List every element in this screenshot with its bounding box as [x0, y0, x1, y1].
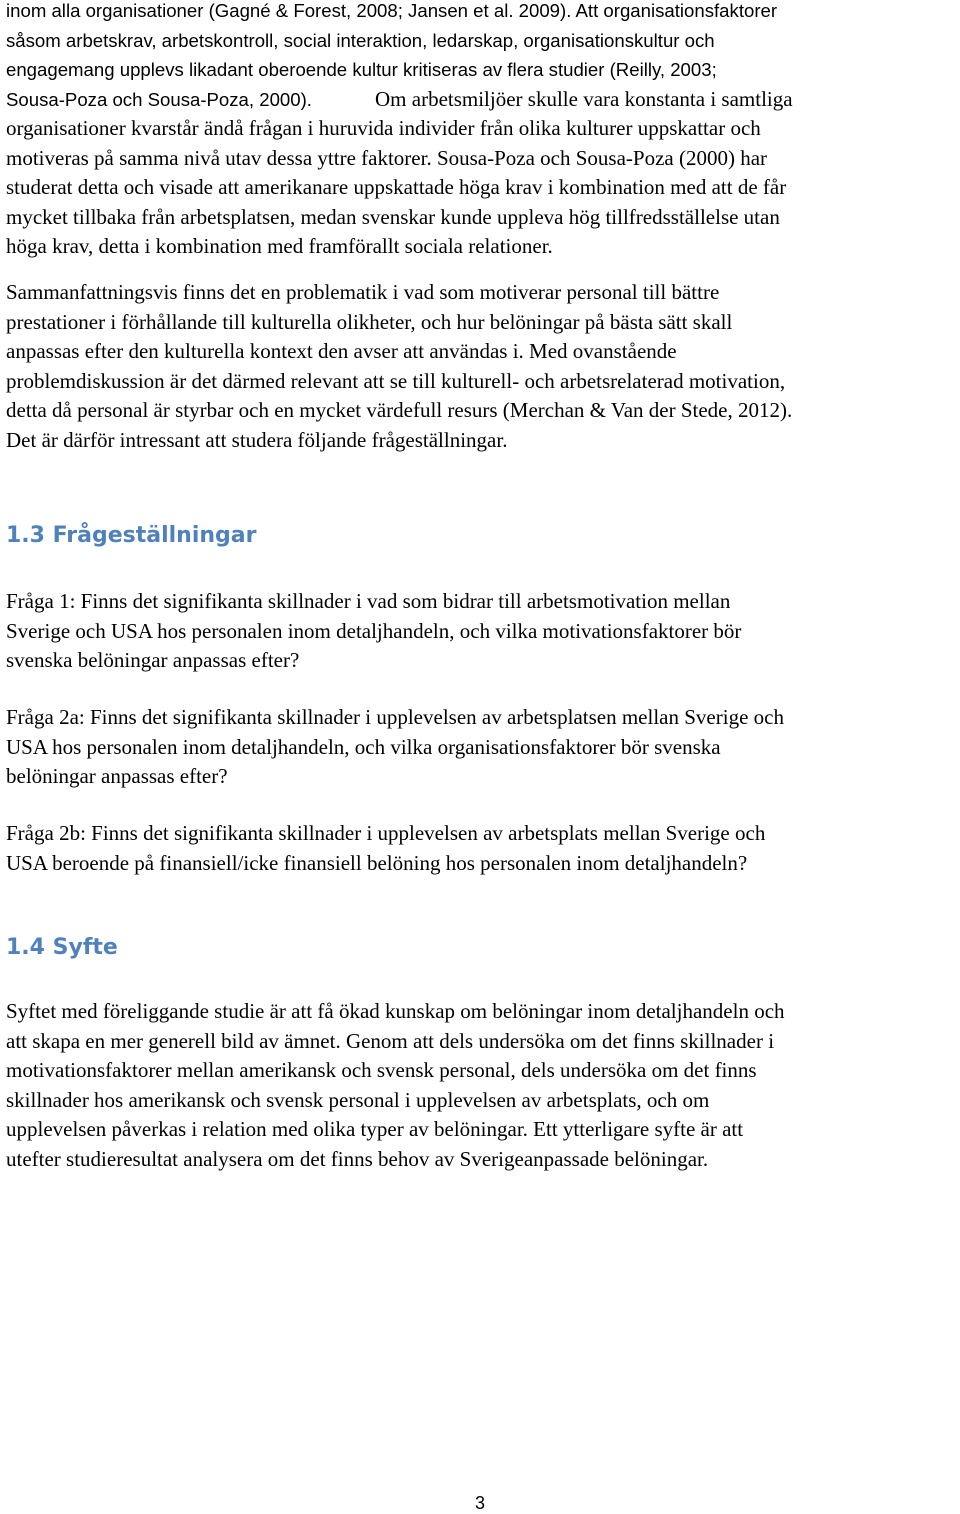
text-line: detta då personal är styrbar och en mycket värdefull resurs (Merchan & Van der Stede, 2012).	[6, 398, 793, 422]
text-line: Fråga 2b: Finns det signifikanta skillnader i upplevelsen av arbetsplats mellan Sverige och	[6, 821, 766, 845]
text-line: mycket tillbaka från arbetsplatsen, medan svenskar kunde uppleva hög tillfredsställelse utan	[6, 204, 780, 229]
page-number: 3	[474, 1493, 485, 1513]
text-line: utefter studieresultat analysera om det finns behov av Sverigeanpassade belöningar.	[6, 1146, 709, 1171]
paragraph-purpose	[6, 997, 956, 1174]
text-line: studerat detta och visade att amerikanare uppskattade höga krav i kombination med att de får	[6, 175, 787, 199]
paragraph-work-environment	[6, 114, 956, 262]
text-line: Sverige och USA hos personalen inom detaljhandeln, och vilka motivationsfaktorer bör	[6, 618, 742, 643]
question-2a	[6, 703, 956, 792]
text-line: belöningar anpassas efter?	[6, 764, 228, 788]
text-line: USA beroende på finansiell/icke finansiell belöning hos personalen inom detaljhandeln?	[6, 850, 748, 875]
text-line: upplevelsen påverkas i relation med olika typer av belöningar. Ett ytterligare syfte är att	[6, 1117, 744, 1141]
text-line: motiveras på samma nivå utav dessa yttre faktorer. Sousa-Poza och Sousa-Poza (2000) har	[6, 145, 768, 170]
text-line: Det är därför intressant att studera följande frågeställningar.	[6, 427, 508, 452]
text-line: motivationsfaktorer mellan amerikansk och svensk personal, dels undersöka om det finns	[6, 1058, 757, 1082]
text-line: USA hos personalen inom detaljhandeln, och vilka organisationsfaktorer bör svenska	[6, 734, 721, 759]
text-line: anpassas efter den kulturella kontext den avser att användas i. Med ovanstående	[6, 339, 677, 363]
question-2b	[6, 819, 956, 878]
text-line: Sammanfattningsvis finns det en problematik i vad som motiverar personal till bättre	[6, 280, 720, 304]
text-line: problemdiskussion är det därmed relevant att se till kulturell- och arbetsrelaterad motivation,	[6, 368, 786, 393]
text-line: organisationer kvarstår ändå frågan i huruvida individer från olika kulturer uppskattar och	[6, 116, 761, 140]
text-line: såsom arbetskrav, arbetskontroll, social interaktion, ledarskap, organisationskultur och	[6, 29, 715, 51]
question-1	[6, 587, 956, 676]
paragraph-continuation-inline	[375, 85, 955, 115]
text-line: Fråga 2a: Finns det signifikanta skillnader i upplevelsen av arbetsplatsen mellan Sverige och	[6, 705, 784, 729]
section-heading-1-4: 1.4 Syfte	[6, 935, 118, 960]
text-line: att skapa en mer generell bild av ämnet. Genom att dels undersöka om det finns skillnader i	[6, 1028, 775, 1053]
text-line: Fråga 1: Finns det signifikanta skillnader i vad som bidrar till arbetsmotivation mellan	[6, 589, 731, 613]
text-line: Sousa-Poza och Sousa-Poza, 2000).	[6, 88, 312, 110]
text-line: inom alla organisationer (Gagné & Forest, 2008; Jansen et al. 2009). Att organisationsfaktorer	[6, 0, 778, 21]
text-line: engagemang upplevs likadant oberoende kultur kritiseras av flera studier (Reilly, 2003;	[6, 59, 717, 80]
text-line: skillnader hos amerikansk och svensk personal i upplevelsen av arbetsplats, och om	[6, 1087, 710, 1112]
text-line: Om arbetsmiljöer skulle vara konstanta i samtliga	[375, 86, 793, 111]
text-line: prestationer i förhållande till kulturella olikheter, och hur belöningar på bästa sätt skall	[6, 309, 733, 334]
section-heading-1-3: 1.3 Frågeställningar	[6, 523, 257, 548]
paragraph-summary	[6, 278, 956, 455]
text-line: svenska belöningar anpassas efter?	[6, 648, 300, 672]
text-line: Syftet med föreliggande studie är att få ökad kunskap om belöningar inom detaljhandeln och	[6, 999, 785, 1023]
text-line: höga krav, detta i kombination med framförallt sociala relationer.	[6, 234, 553, 258]
